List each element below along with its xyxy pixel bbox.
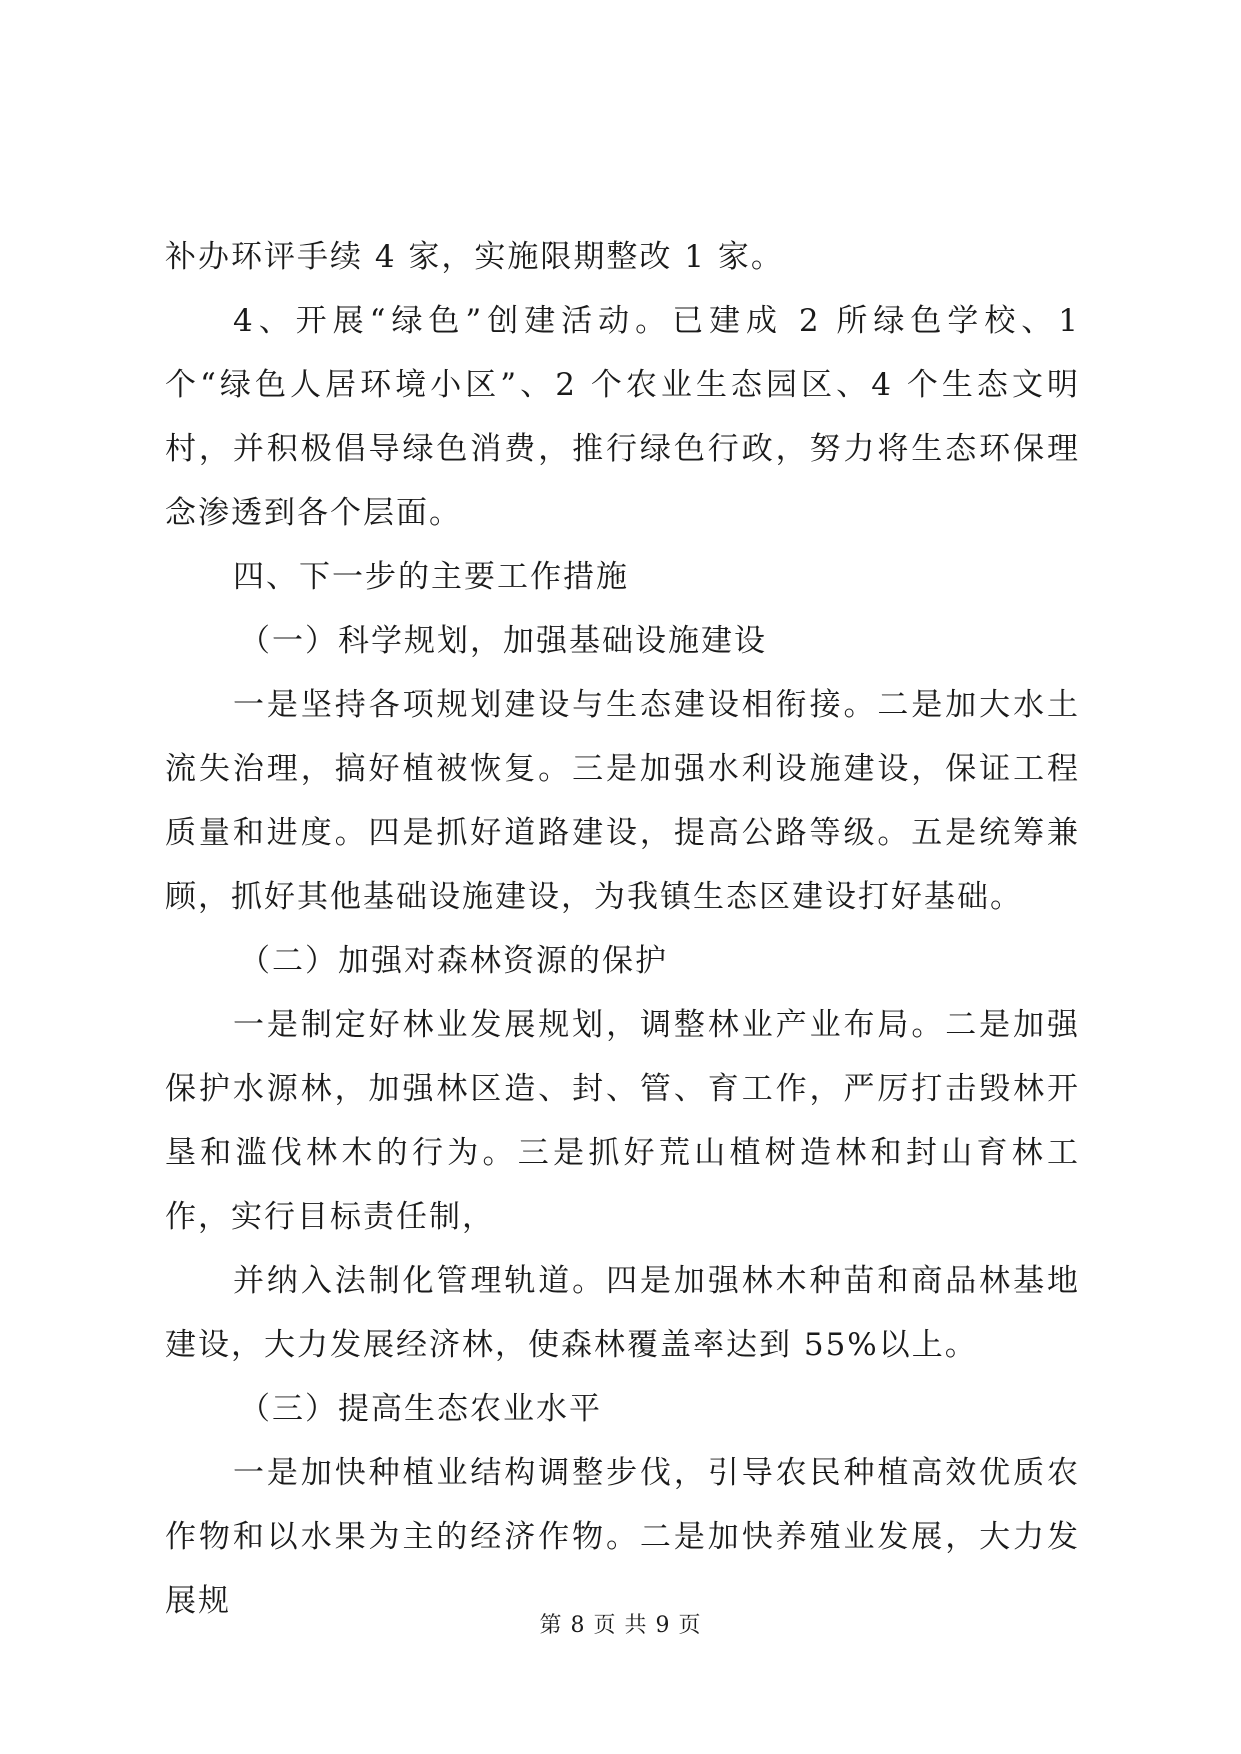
section-heading-next-steps: 四、下一步的主要工作措施 — [233, 559, 629, 595]
paragraph-forest-coverage: 并纳入法制化管理轨道。四是加强林木种苗和商品林基地建设，大力发展经济林，使森林覆盖率达到 55%以上。 — [165, 1263, 1080, 1363]
page-footer: 第 8 页 共 9 页 — [539, 1613, 702, 1638]
subheading-eco-agriculture: （三）提高生态农业水平 — [239, 1391, 602, 1427]
subheading-planning: （一）科学规划，加强基础设施建设 — [239, 623, 767, 659]
paragraph-green-creation: 4、开展“绿色”创建活动。已建成 2 所绿色学校、1 个“绿色人居环境小区”、2 个农业生态园区、4 个生态文明村，并积极倡导绿色消费，推行绿色行政，努力将生态环保理念渗透到各个层面。 — [165, 303, 1080, 531]
paragraph-continuation: 补办环评手续 4 家，实施限期整改 1 家。 — [165, 239, 784, 275]
paragraph-forestry-plan: 一是制定好林业发展规划，调整林业产业布局。二是加强保护水源林，加强林区造、封、管、育工作，严厉打击毁林开垦和滥伐林木的行为。三是抓好荒山植树造林和封山育林工作，实行目标责任制， — [165, 1007, 1080, 1235]
paragraph-planting: 一是加快种植业结构调整步伐，引导农民种植高效优质农作物和以水果为主的经济作物。二是加快养殖业发展，大力发展规 — [165, 1455, 1080, 1619]
document-body — [165, 225, 1080, 1633]
paragraph-infrastructure: 一是坚持各项规划建设与生态建设相衔接。二是加大水土流失治理，搞好植被恢复。三是加强水利设施建设，保证工程质量和进度。四是抓好道路建设，提高公路等级。五是统筹兼顾，抓好其他基础设施建设，为我镇生态区建设打好基础。 — [165, 687, 1080, 915]
subheading-forest-protection: （二）加强对森林资源的保护 — [239, 943, 668, 979]
